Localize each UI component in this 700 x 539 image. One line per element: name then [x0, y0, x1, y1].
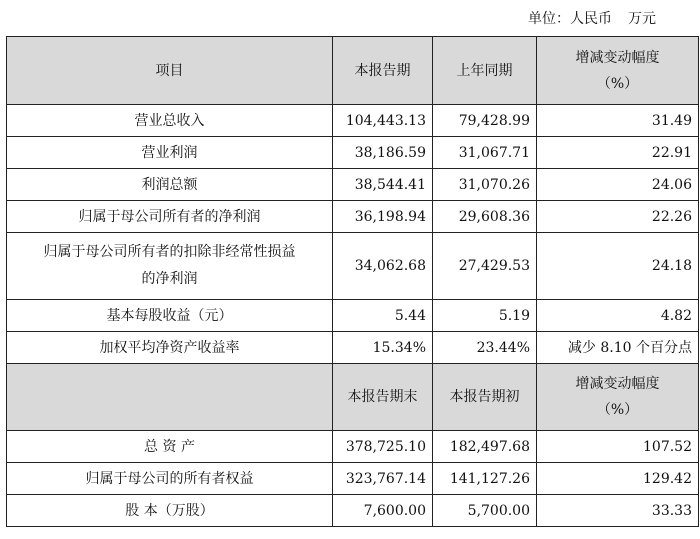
row-item-line1: 归属于母公司所有者的扣除非经常性损益 [43, 244, 296, 260]
row-value-change: 33.33 [537, 495, 699, 527]
unit-label: 单位：人民币 [528, 11, 612, 27]
table-row [7, 431, 699, 463]
table-row [7, 169, 699, 201]
header-prior-period: 上年同期 [433, 37, 537, 105]
row-value-prior: 31,067.71 [433, 137, 537, 169]
row-value-change: 31.49 [537, 105, 699, 137]
row-item: 股 本（万股） [7, 495, 333, 527]
header-change-rate [537, 37, 699, 105]
row-value-current: 38,186.59 [333, 137, 433, 169]
unit-value: 万元 [628, 11, 656, 27]
table-header-row [7, 37, 699, 105]
row-value-prior: 29,608.36 [433, 201, 537, 233]
row-value-prior: 31,070.26 [433, 169, 537, 201]
row-item: 归属于母公司的所有者权益 [7, 463, 333, 495]
row-value-change: 4.82 [537, 300, 699, 332]
header-change-rate-2-line1: 增减变动幅度 [575, 376, 660, 392]
header-change-rate-2 [537, 364, 699, 431]
row-value-current: 7,600.00 [333, 495, 433, 527]
row-value-prior: 23.44% [433, 332, 537, 364]
row-value-change: 22.91 [537, 137, 699, 169]
table-row [7, 105, 699, 137]
row-item: 营业总收入 [7, 105, 333, 137]
row-value-prior: 5.19 [433, 300, 537, 332]
unit-line [528, 10, 656, 28]
row-value-prior: 141,127.26 [433, 463, 537, 495]
subheader-item-empty [7, 364, 333, 431]
table-row [7, 233, 699, 300]
table-row [7, 300, 699, 332]
row-value-current: 323,767.14 [333, 463, 433, 495]
header-item: 项目 [7, 37, 333, 105]
header-period-end: 本报告期末 [333, 364, 433, 431]
row-value-change: 24.18 [537, 233, 699, 300]
row-value-change: 107.52 [537, 431, 699, 463]
row-value-prior: 27,429.53 [433, 233, 537, 300]
row-value-change: 24.06 [537, 169, 699, 201]
row-value-current: 36,198.94 [333, 201, 433, 233]
row-item: 营业利润 [7, 137, 333, 169]
header-current-period: 本报告期 [333, 37, 433, 105]
table-row [7, 201, 699, 233]
header-period-start: 本报告期初 [433, 364, 537, 431]
row-value-current: 38,544.41 [333, 169, 433, 201]
row-value-change: 减少 8.10 个百分点 [537, 332, 699, 364]
financial-table [6, 36, 699, 527]
row-value-current: 5.44 [333, 300, 433, 332]
table-row [7, 463, 699, 495]
table-row [7, 137, 699, 169]
row-value-current: 378,725.10 [333, 431, 433, 463]
row-item-line2: 的净利润 [141, 271, 198, 287]
row-value-prior: 5,700.00 [433, 495, 537, 527]
header-change-rate-2-line2: （%） [596, 402, 639, 418]
row-value-prior: 79,428.99 [433, 105, 537, 137]
row-item: 归属于母公司所有者的净利润 [7, 201, 333, 233]
row-item: 总 资 产 [7, 431, 333, 463]
row-value-change: 129.42 [537, 463, 699, 495]
row-value-current: 34,062.68 [333, 233, 433, 300]
row-value-prior: 182,497.68 [433, 431, 537, 463]
row-item: 加权平均净资产收益率 [7, 332, 333, 364]
row-item: 基本每股收益（元） [7, 300, 333, 332]
row-item [7, 233, 333, 300]
row-item: 利润总额 [7, 169, 333, 201]
table-row [7, 495, 699, 527]
row-value-current: 15.34% [333, 332, 433, 364]
table-subheader-row [7, 364, 699, 431]
row-value-change: 22.26 [537, 201, 699, 233]
table-row [7, 332, 699, 364]
header-change-rate-line2: （%） [596, 75, 639, 92]
row-value-current: 104,443.13 [333, 105, 433, 137]
header-change-rate-line1: 增减变动幅度 [575, 49, 660, 66]
